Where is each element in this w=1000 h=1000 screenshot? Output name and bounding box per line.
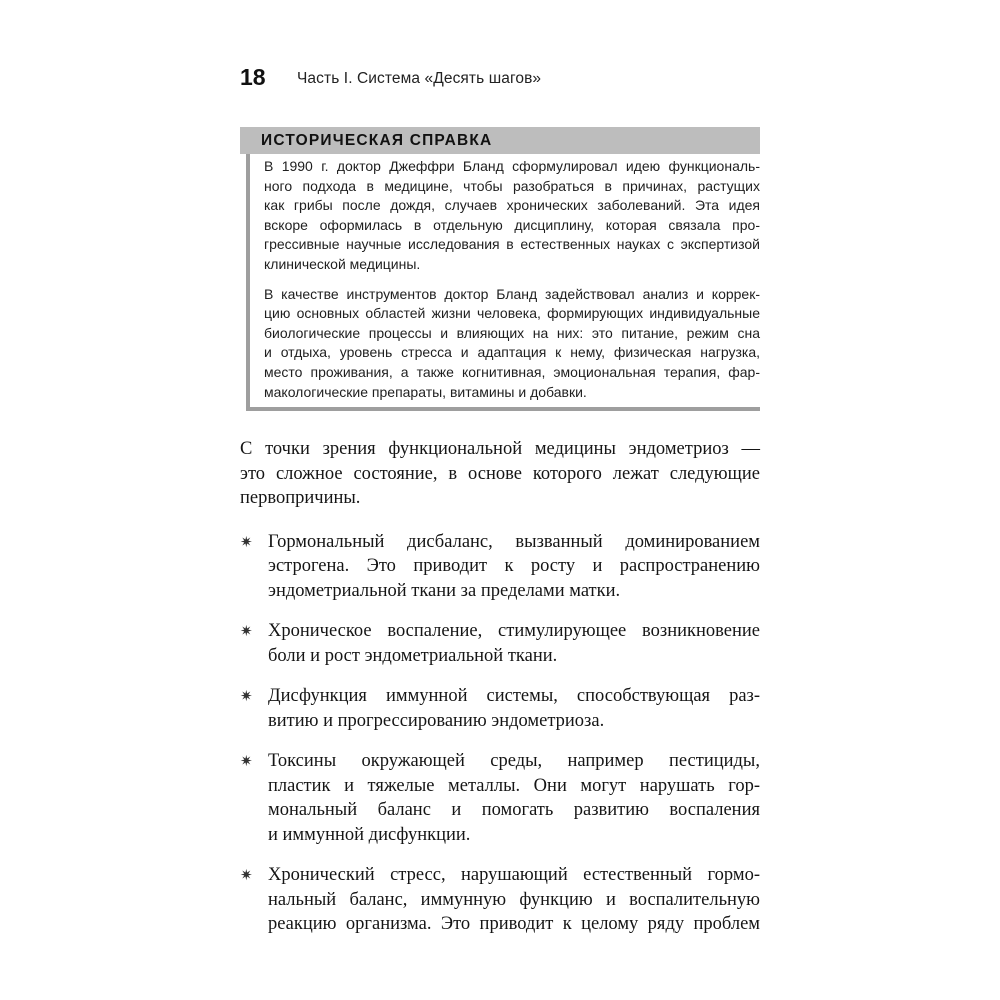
text-line: как грибы после дождя, случаев хронических заболеваний. Эта идея (264, 197, 760, 214)
star-bullet-icon: ✷ (240, 866, 253, 884)
text-line: это сложное состояние, в основе которого лежат следующие (240, 463, 760, 484)
text-line: клинической медицины. (264, 255, 421, 272)
text-line: цию основных областей жизни человека, формирующих индивидуальные (264, 305, 760, 322)
star-bullet-icon: ✷ (240, 752, 253, 770)
text-line: и отдыха, уровень стресса и адаптация к нему, физическая нагрузка, (264, 344, 760, 361)
list-item (240, 684, 760, 733)
text-line: вскоре оформилась в отдельную дисциплину, которая связала про- (264, 216, 760, 233)
text-line: реакцию организма. Это приводит к целому ряду проблем (268, 914, 760, 934)
historical-note-title: ИСТОРИЧЕСКАЯ СПРАВКА (240, 127, 760, 154)
historical-note-body (246, 154, 760, 411)
text-line: Дисфункция иммунной системы, способствующая раз- (268, 686, 760, 706)
text-line: боли и рост эндометриальной ткани. (268, 645, 558, 666)
historical-note-box (240, 127, 760, 411)
text-line: Хронический стресс, нарушающий естественный гормо- (268, 865, 760, 885)
intro-paragraph (240, 437, 760, 511)
page-number: 18 (240, 64, 266, 90)
text-line: Гормональный дисбаланс, вызванный доминированием (268, 531, 760, 552)
text-line: место проживания, а также когнитивная, эмоциональная терапия, фар- (264, 363, 760, 380)
text-line: нальный баланс, иммунную функцию и воспалительную (268, 889, 760, 910)
list-item (240, 530, 760, 604)
text-line: грессивные научные исследования в естественных науках с экспертизой (264, 236, 760, 253)
text-line: эстрогена. Это приводит к росту и распространению (268, 556, 760, 576)
text-line: витию и прогрессированию эндометриоза. (268, 710, 605, 731)
list-item (240, 749, 760, 847)
text-line: пластик и тяжелые металлы. Они могут нарушать гор- (268, 775, 760, 796)
text-line: В качестве инструментов доктор Бланд задействовал анализ и коррек- (264, 285, 760, 302)
text-line: мональный баланс и помогать развитию воспаления (268, 800, 760, 820)
text-line: и иммунной дисфункции. (268, 824, 471, 845)
root-causes-list (240, 530, 760, 937)
list-item (240, 619, 760, 668)
list-item (240, 863, 760, 937)
star-bullet-icon: ✷ (240, 687, 253, 705)
running-head (240, 60, 760, 96)
text-line: биологические процессы и влияющих на них: это питание, режим сна (264, 324, 760, 341)
historical-note-paragraph (264, 157, 760, 275)
star-bullet-icon: ✷ (240, 532, 253, 551)
text-line: ного подхода в медицине, чтобы разобраться в причинах, растущих (264, 177, 760, 194)
main-text (240, 437, 760, 953)
text-line: первопричины. (240, 488, 361, 508)
star-bullet-icon: ✷ (240, 622, 253, 640)
text-line: эндометриальной ткани за пределами матки. (268, 580, 621, 601)
text-line: С точки зрения функциональной медицины эндометриоз — (240, 439, 760, 459)
text-line: В 1990 г. доктор Джеффри Бланд сформулировал идею функциональ- (264, 158, 760, 174)
historical-note-paragraph (264, 285, 760, 403)
running-title: Часть I. Система «Десять шагов» (297, 70, 542, 87)
text-line: Хроническое воспаление, стимулирующее возникновение (268, 621, 760, 641)
text-line: макологические препараты, витамины и добавки. (264, 383, 587, 400)
text-line: Токсины окружающей среды, например пестициды, (268, 751, 760, 771)
